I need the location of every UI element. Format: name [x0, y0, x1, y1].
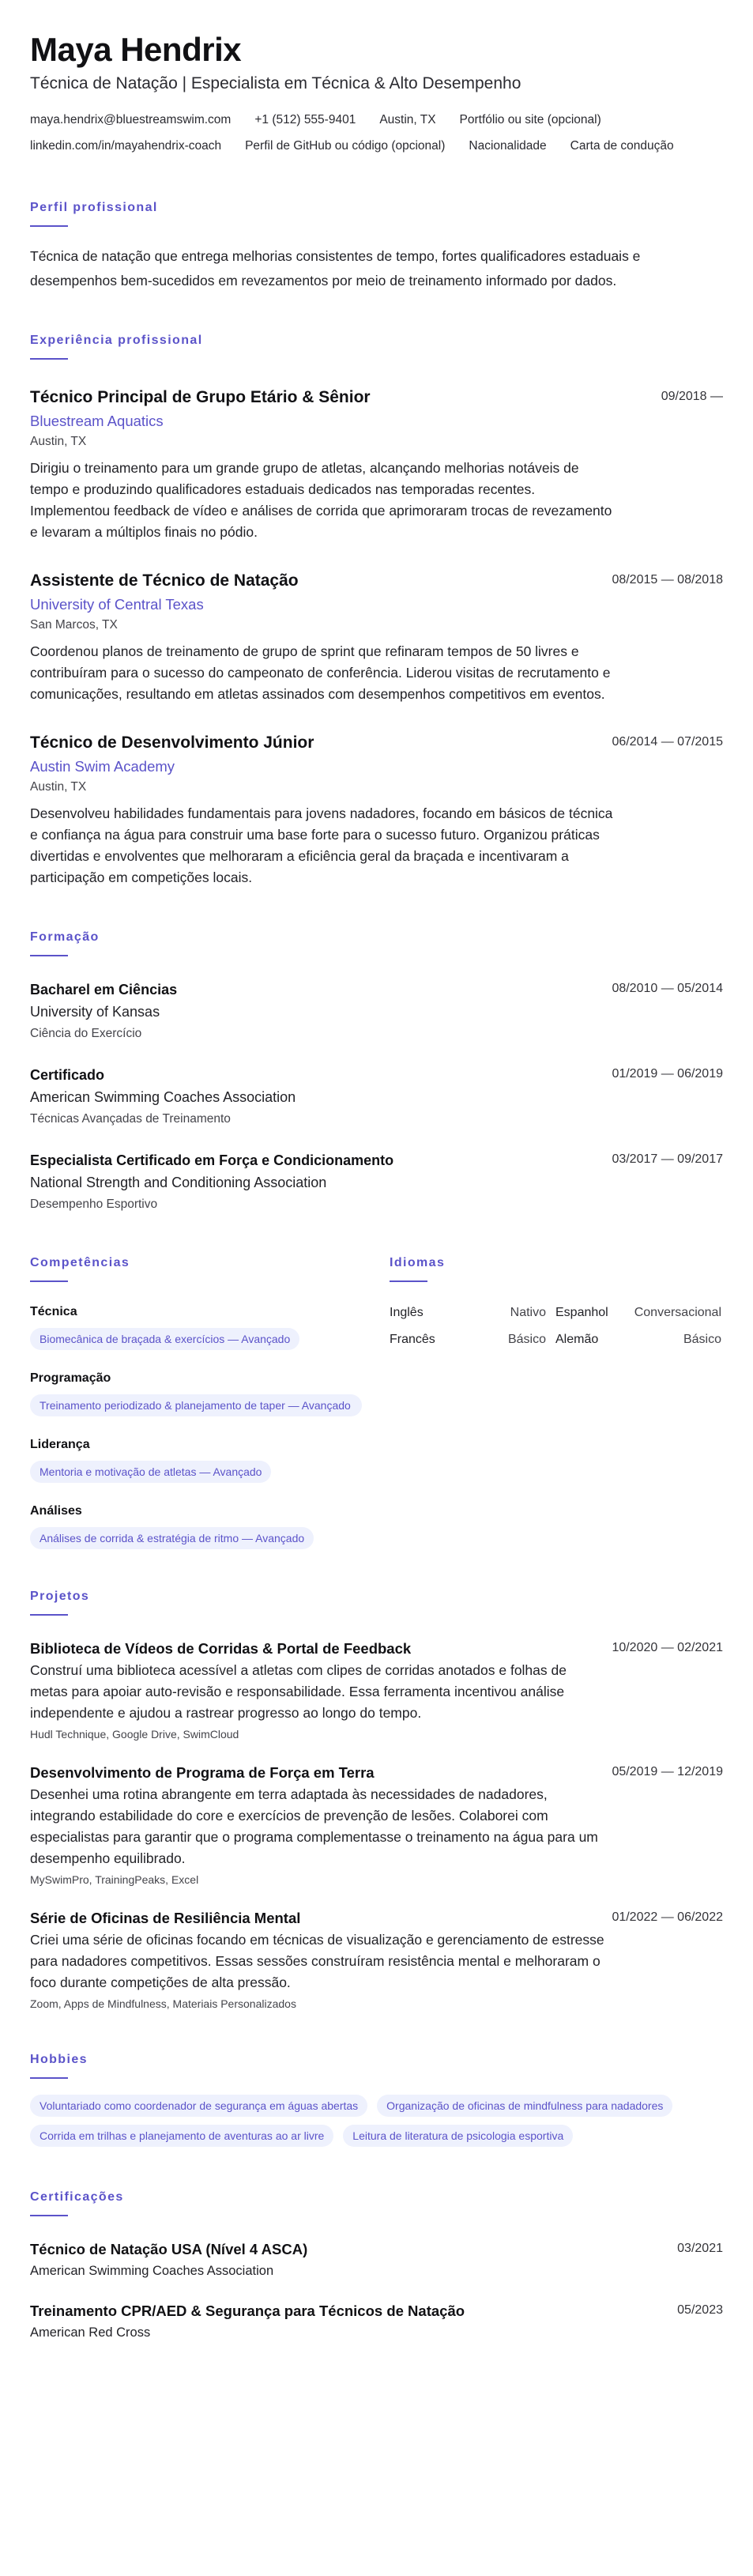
- job-title: Assistente de Técnico de Natação: [30, 571, 299, 590]
- skill-group: [30, 1503, 362, 1549]
- summary-text: Técnica de natação que entrega melhorias consistentes de tempo, fortes qualificadores estaduais e desempenhos bem-sucedidos em revezamentos por meio de treinamento informado por dados.: [30, 248, 641, 289]
- contact-phone[interactable]: +1 (512) 555-9401: [254, 113, 356, 126]
- language-item: [390, 1304, 555, 1322]
- experience-section: [30, 333, 723, 888]
- skill-group: [30, 1304, 362, 1350]
- section-divider: [30, 1280, 68, 1282]
- skill-group: [30, 1437, 362, 1483]
- resume-header: [30, 30, 723, 154]
- project-entry: [30, 1909, 723, 2011]
- certification-date: 03/2021: [677, 2242, 723, 2255]
- language-name: Inglês: [390, 1306, 424, 1319]
- skill-group: [30, 1371, 362, 1416]
- section-divider: [30, 358, 68, 360]
- certification-issuer: American Swimming Coaches Association: [30, 2264, 274, 2278]
- job-dates: 09/2018 —: [661, 390, 723, 403]
- job-organization: Bluestream Aquatics: [30, 413, 164, 429]
- section-divider: [390, 1280, 427, 1282]
- contact-list: [30, 112, 723, 154]
- skill-pill: Treinamento periodizado & planejamento de taper — Avançado: [30, 1394, 362, 1416]
- job-title: Técnico de Desenvolvimento Júnior: [30, 734, 314, 752]
- degree-title: Bacharel em Ciências: [30, 982, 178, 998]
- certification-title: Treinamento CPR/AED & Segurança para Técnicos de Natação: [30, 2303, 465, 2319]
- project-tools: Hudl Technique, Google Drive, SwimCloud: [30, 1728, 239, 1741]
- institution-name: University of Kansas: [30, 1004, 160, 1020]
- hobbies-section: [30, 2052, 723, 2147]
- project-dates: 05/2019 — 12/2019: [612, 1765, 723, 1778]
- education-dates: 03/2017 — 09/2017: [612, 1152, 723, 1166]
- skill-pill: Análises de corrida & estratégia de ritmo — Avançado: [30, 1527, 314, 1549]
- section-divider: [30, 2077, 68, 2079]
- job-dates: 06/2014 — 07/2015: [612, 735, 723, 749]
- education-dates: 08/2010 — 05/2014: [612, 982, 723, 995]
- language-item: [555, 1304, 721, 1322]
- language-name: Francês: [390, 1333, 435, 1346]
- hobby-pill: Corrida em trilhas e planejamento de aventuras ao ar livre: [30, 2125, 333, 2147]
- hobby-pill: Leitura de literatura de psicologia esportiva: [343, 2125, 573, 2147]
- language-item: [390, 1331, 555, 1348]
- project-tools: Zoom, Apps de Mindfulness, Materiais Personalizados: [30, 1997, 296, 2010]
- section-divider: [30, 1614, 68, 1616]
- section-title: Perfil profissional: [30, 201, 158, 214]
- project-dates: 10/2020 — 02/2021: [612, 1641, 723, 1654]
- contact-linkedin[interactable]: linkedin.com/in/mayahendrix-coach: [30, 139, 222, 153]
- project-title: Desenvolvimento de Programa de Força em Terra: [30, 1764, 375, 1781]
- section-title: Certificações: [30, 2190, 124, 2204]
- study-area: Ciência do Exercício: [30, 1027, 142, 1040]
- summary-section: [30, 200, 723, 293]
- education-section: [30, 930, 723, 1213]
- project-description: Desenhei uma rotina abrangente em terra adaptada às necessidades de nadadores, integrando estabilidade do core e exercícios de prevenção de lesões. Colaborei com especialistas para garantir que o programa complementasse o treinamento na água para um desempenho equilibrado.: [30, 1786, 598, 1866]
- contact-email[interactable]: maya.hendrix@bluestreamswim.com: [30, 113, 232, 126]
- job-description: Dirigiu o treinamento para um grande grupo de atletas, alcançando melhorias notáveis de tempo e produzindo qualificadores estaduais dedicados nas temporadas recentes. Implementou feedback de vídeo e análises de corrida que aprimoraram trocas de revezamento e levaram a múltiplos finais no pódio.: [30, 460, 612, 540]
- degree-title: Certificado: [30, 1067, 105, 1083]
- education-entry: [30, 1065, 723, 1127]
- experience-entry: [30, 570, 723, 705]
- project-tools: MySwimPro, TrainingPeaks, Excel: [30, 1873, 199, 1886]
- project-entry: [30, 1639, 723, 1741]
- section-divider: [30, 955, 68, 956]
- section-title: Competências: [30, 1256, 130, 1269]
- section-title: Projetos: [30, 1590, 90, 1603]
- experience-entry: [30, 387, 723, 543]
- section-divider: [30, 225, 68, 227]
- job-organization: Austin Swim Academy: [30, 758, 175, 775]
- project-description: Criei uma série de oficinas focando em técnicas de visualização e gerenciamento de estresse para nadadores competitivos. Essas sessões construíram resistência mental e melhoraram o foco durante competições de alta pressão.: [30, 1932, 604, 1990]
- language-name: Espanhol: [555, 1306, 608, 1319]
- section-divider: [30, 2215, 68, 2216]
- project-entry: [30, 1763, 723, 1887]
- job-description: Coordenou planos de treinamento de grupo de sprint que refinaram tempos de 50 livres e contribuíram para o sucesso do campeonato de conferência. Liderou visitas de recrutamento e comunicações, resultando em atletas assinados com desempenhos competitivos em eventos.: [30, 643, 611, 702]
- contact-portfolio[interactable]: Portfólio ou site (opcional): [459, 113, 601, 126]
- section-title: Formação: [30, 930, 100, 944]
- candidate-headline: Técnica de Natação | Especialista em Técnica & Alto Desempenho: [30, 74, 521, 92]
- skills-section: [30, 1255, 362, 1549]
- hobby-pill: Voluntariado como coordenador de segurança em águas abertas: [30, 2095, 367, 2117]
- section-title: Experiência profissional: [30, 334, 203, 347]
- job-location: Austin, TX: [30, 780, 87, 794]
- projects-section: [30, 1589, 723, 2011]
- study-area: Técnicas Avançadas de Treinamento: [30, 1112, 231, 1126]
- project-title: Série de Oficinas de Resiliência Mental: [30, 1910, 301, 1926]
- skill-category: Análises: [30, 1504, 82, 1518]
- language-level: Nativo: [510, 1306, 546, 1319]
- contact-driving-license: Carta de condução: [570, 139, 674, 153]
- skill-pill: Mentoria e motivação de atletas — Avançado: [30, 1461, 271, 1483]
- project-dates: 01/2022 — 06/2022: [612, 1910, 723, 1924]
- language-level: Básico: [683, 1333, 721, 1346]
- languages-section: [390, 1255, 721, 1549]
- job-location: Austin, TX: [30, 435, 87, 448]
- skill-pill: Biomecânica de braçada & exercícios — Avançado: [30, 1328, 299, 1350]
- job-title: Técnico Principal de Grupo Etário & Sênior: [30, 388, 371, 406]
- candidate-name: Maya Hendrix: [30, 31, 242, 68]
- certification-entry: [30, 2240, 723, 2280]
- certification-title: Técnico de Natação USA (Nível 4 ASCA): [30, 2241, 308, 2257]
- skill-category: Programação: [30, 1371, 111, 1385]
- contact-github[interactable]: Perfil de GitHub ou código (opcional): [245, 139, 446, 153]
- hobby-list: [30, 2095, 723, 2147]
- experience-entry: [30, 732, 723, 888]
- degree-title: Especialista Certificado em Força e Condicionamento: [30, 1152, 394, 1168]
- skill-category: Técnica: [30, 1305, 77, 1318]
- language-name: Alemão: [555, 1333, 599, 1346]
- contact-nationality: Nacionalidade: [469, 139, 547, 153]
- language-item: [555, 1331, 721, 1348]
- contact-location: Austin, TX: [379, 113, 436, 126]
- project-title: Biblioteca de Vídeos de Corridas & Portal de Feedback: [30, 1640, 412, 1657]
- section-title: Idiomas: [390, 1256, 446, 1269]
- language-level: Básico: [507, 1333, 546, 1346]
- language-list: [390, 1304, 721, 1348]
- education-entry: [30, 980, 723, 1042]
- hobby-pill: Organização de oficinas de mindfulness para nadadores: [377, 2095, 672, 2117]
- institution-name: National Strength and Conditioning Association: [30, 1175, 327, 1190]
- skills-languages-row: [30, 1255, 723, 1549]
- job-description: Desenvolveu habilidades fundamentais para jovens nadadores, focando em básicos de técnica e confiança na água para construir uma base forte para o sucesso futuro. Organizou práticas divertidas e envolventes que melhoraram a eficiência geral da braçada e incentivaram a participação em competições locais.: [30, 805, 613, 885]
- certification-date: 05/2023: [677, 2303, 723, 2317]
- language-level: Conversacional: [634, 1306, 721, 1319]
- section-title: Hobbies: [30, 2053, 88, 2066]
- study-area: Desempenho Esportivo: [30, 1197, 158, 1211]
- education-entry: [30, 1151, 723, 1213]
- institution-name: American Swimming Coaches Association: [30, 1089, 296, 1105]
- job-location: San Marcos, TX: [30, 618, 118, 632]
- education-dates: 01/2019 — 06/2019: [612, 1067, 723, 1081]
- project-description: Construí uma biblioteca acessível a atletas com clipes de corridas anotados e folhas de metas para apoiar auto-revisão e responsabilidade. Essa ferramenta incentivou análise independente e ajudou a rastrear progresso ao longo do tempo.: [30, 1662, 567, 1721]
- certifications-section: [30, 2189, 723, 2341]
- job-dates: 08/2015 — 08/2018: [612, 573, 723, 586]
- certification-issuer: American Red Cross: [30, 2325, 151, 2340]
- job-organization: University of Central Texas: [30, 596, 204, 613]
- certification-entry: [30, 2302, 723, 2341]
- skill-category: Liderança: [30, 1438, 90, 1451]
